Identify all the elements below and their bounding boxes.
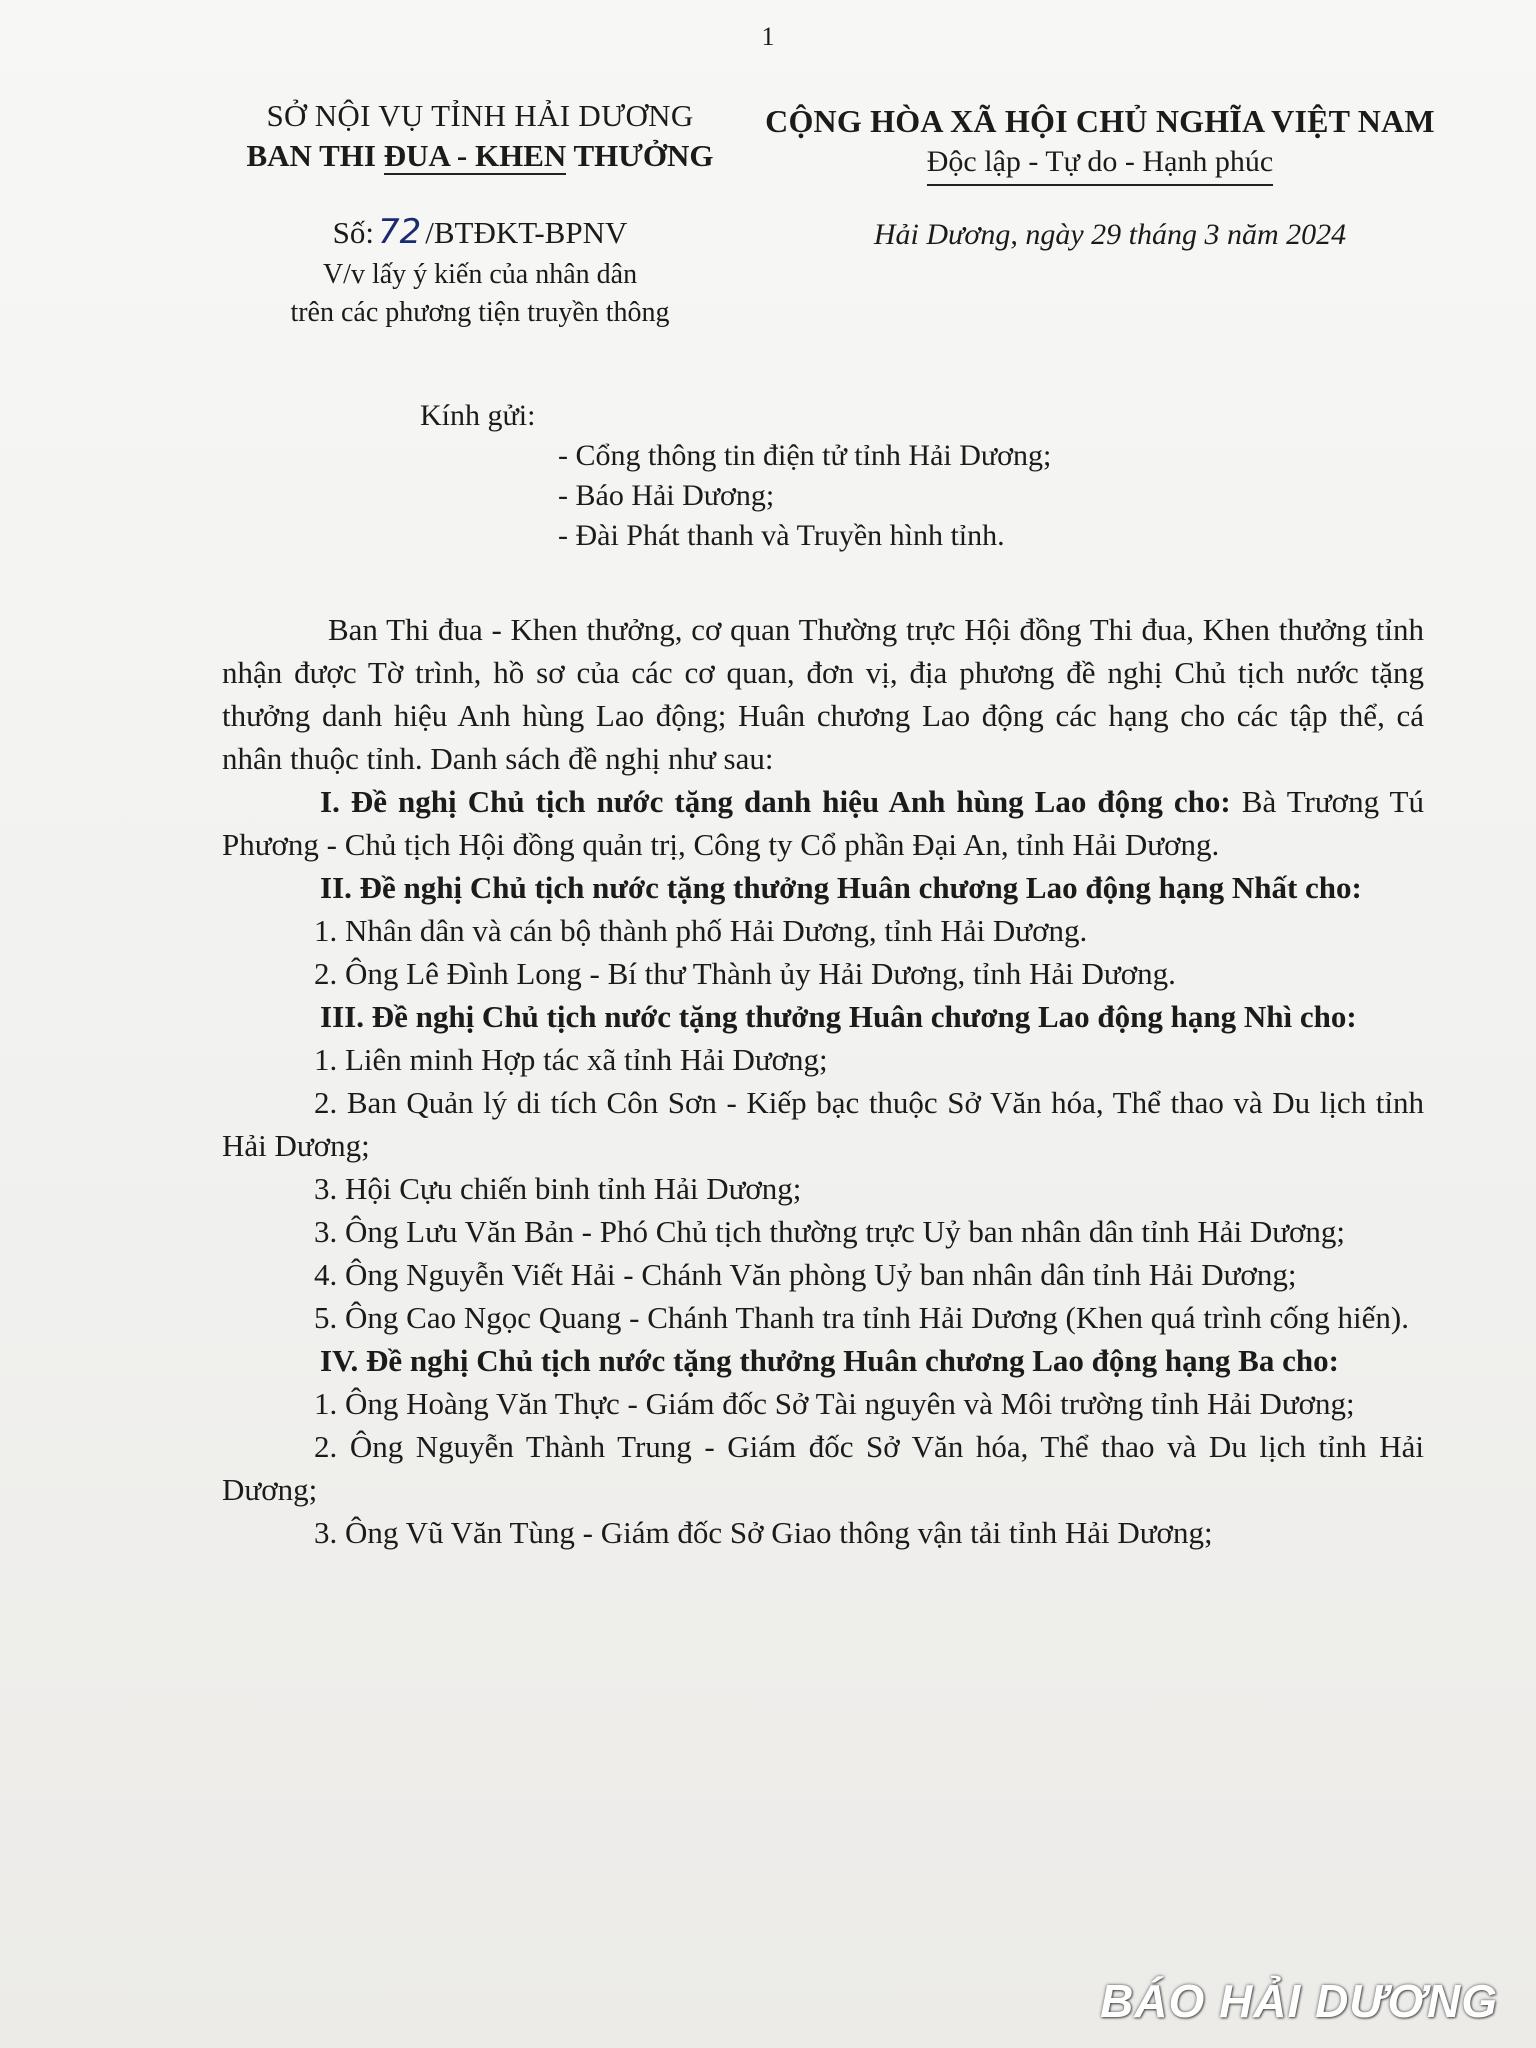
list-item: 2. Ban Quản lý di tích Côn Sơn - Kiếp bạc thuộc Sở Văn hóa, Thể thao và Du lịch tỉnh Hải Dương;	[222, 1085, 1424, 1163]
list-item: 3. Ông Vũ Văn Tùng - Giám đốc Sở Giao thông vận tải tỉnh Hải Dương;	[314, 1515, 1213, 1550]
board-name-underlined: ĐUA - KHEN	[383, 138, 567, 173]
list-item: 3. Hội Cựu chiến binh tỉnh Hải Dương;	[314, 1171, 802, 1206]
doc-number-suffix: /BTĐKT-BPNV	[425, 215, 628, 250]
board-name-post: THƯỞNG	[566, 138, 714, 173]
section-2-title: II. Đề nghị Chủ tịch nước tặng thưởng Huân chương Lao động hạng Nhất cho:	[320, 870, 1362, 905]
section-1-title: I. Đề nghị Chủ tịch nước tặng danh hiệu Anh hùng Lao động cho:	[320, 784, 1231, 819]
list-item: 1. Liên minh Hợp tác xã tỉnh Hải Dương;	[314, 1042, 828, 1077]
document-number	[230, 212, 730, 253]
nation-title: CỘNG HÒA XÃ HỘI CHỦ NGHĨA VIỆT NAM	[765, 103, 1435, 139]
place-date: Hải Dương, ngày 29 tháng 3 năm 2024	[873, 218, 1347, 251]
board-name	[230, 136, 730, 176]
recipients-block	[420, 396, 1420, 556]
list-item: 5. Ông Cao Ngọc Quang - Chánh Thanh tra tỉnh Hải Dương (Khen quá trình cống hiến).	[314, 1300, 1410, 1335]
recipient-item: - Đài Phát thanh và Truyền hình tỉnh.	[558, 519, 1005, 552]
list-item: 1. Ông Hoàng Văn Thực - Giám đốc Sở Tài nguyên và Môi trường tỉnh Hải Dương;	[314, 1386, 1355, 1421]
recipient-item: - Báo Hải Dương;	[558, 479, 775, 512]
list-item: 1. Nhân dân và cán bộ thành phố Hải Dương, tỉnh Hải Dương.	[314, 913, 1088, 948]
recipient-item: - Cổng thông tin điện tử tỉnh Hải Dương;	[558, 439, 1052, 472]
newspaper-watermark: BÁO HẢI DƯƠNG	[1100, 1975, 1498, 2027]
list-item: 2. Ông Lê Đình Long - Bí thư Thành ủy Hải Dương, tỉnh Hải Dương.	[314, 956, 1176, 991]
recipients-greeting: Kính gửi:	[420, 399, 536, 432]
document-subject	[230, 256, 730, 332]
subject-line-2: trên các phương tiện truyền thông	[290, 297, 670, 328]
national-header	[760, 100, 1440, 186]
list-item: 4. Ông Nguyễn Viết Hải - Chánh Văn phòng Uỷ ban nhân dân tỉnh Hải Dương;	[314, 1257, 1297, 1292]
recipients-list	[420, 436, 1420, 556]
intro-paragraph: Ban Thi đua - Khen thưởng, cơ quan Thường trực Hội đồng Thi đua, Khen thưởng tỉnh nhận được Tờ trình, hồ sơ của các cơ quan, đơn vị, địa phương đề nghị Chủ tịch nước tặng thưởng danh hiệu Anh hùng Lao động; Huân chương Lao động các hạng cho các tập thể, cá nhân thuộc tỉnh. Danh sách đề nghị như sau:	[222, 612, 1424, 776]
board-name-pre: BAN THI	[246, 138, 384, 173]
list-item: 2. Ông Nguyễn Thành Trung - Giám đốc Sở Văn hóa, Thể thao và Du lịch tỉnh Hải Dương;	[222, 1429, 1424, 1507]
national-motto: Độc lập - Tự do - Hạnh phúc	[927, 142, 1273, 186]
document-body	[222, 608, 1424, 1554]
section-1-text: Bà Trương Tú Phương - Chủ tịch Hội đồng quản trị, Công ty Cổ phần Đại An, tỉnh Hải Dương.	[222, 784, 1424, 862]
section-4-title: IV. Đề nghị Chủ tịch nước tặng thưởng Huân chương Lao động hạng Ba cho:	[320, 1343, 1339, 1378]
doc-number-prefix: Số:	[332, 215, 374, 250]
handwritten-number: 72	[377, 212, 422, 252]
list-item: 3. Ông Lưu Văn Bản - Phó Chủ tịch thường trực Uỷ ban nhân dân tỉnh Hải Dương;	[314, 1214, 1346, 1249]
subject-line-1: V/v lấy ý kiến của nhân dân	[322, 259, 638, 290]
section-1	[222, 780, 1424, 866]
ministry-name: SỞ NỘI VỤ TỈNH HẢI DƯƠNG	[266, 98, 694, 133]
section-3-title: III. Đề nghị Chủ tịch nước tặng thưởng Huân chương Lao động hạng Nhì cho:	[320, 999, 1357, 1034]
page-number: 1	[761, 22, 775, 51]
issuing-agency	[230, 96, 730, 176]
